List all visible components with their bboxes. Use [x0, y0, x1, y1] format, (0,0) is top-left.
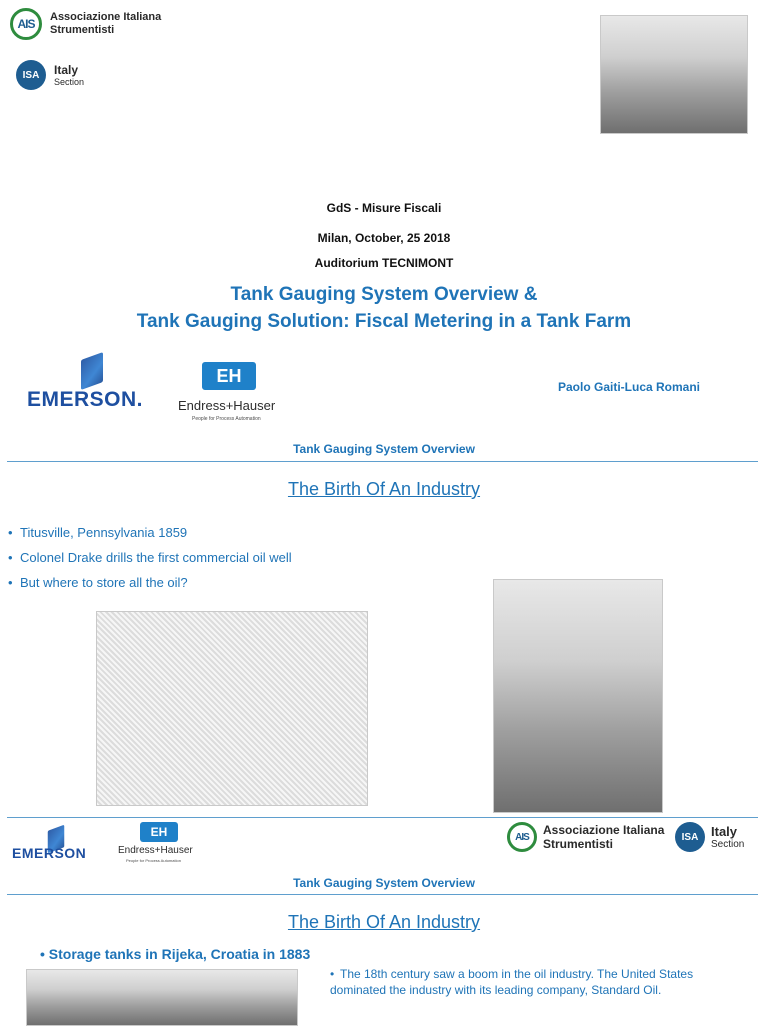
endress-hauser-logo-small: [118, 822, 208, 862]
eh-wordmark: Endress+Hauser: [178, 398, 276, 413]
deck-title-line-1: Tank Gauging System Overview &: [230, 284, 538, 305]
isa-line-2: Section: [54, 77, 85, 87]
ais-brand-footer: [507, 822, 664, 852]
deck-title-line-2: Tank Gauging Solution: Fiscal Metering in a Tank Farm: [136, 311, 632, 332]
slide2-left-bullet: [40, 946, 310, 962]
slide1-bullets: [8, 520, 388, 595]
emerson-logo-small: [12, 824, 102, 864]
ais-logo: [10, 8, 42, 40]
isa-brand: [16, 60, 84, 90]
ais-footer-line-2: Strumentisti: [543, 837, 614, 851]
isa-line-1: Italy: [54, 63, 79, 77]
ais-logo-footer: [507, 822, 537, 852]
isa-logo-text-footer: ISA: [681, 831, 699, 843]
eh-mark-text-small: EH: [150, 825, 168, 839]
rijeka-tanks-photo: [26, 969, 298, 1026]
endress-hauser-logo-large: [178, 362, 288, 422]
speaker-names: Paolo Gaiti-Luca Romani: [558, 380, 701, 394]
eh-mark-icon-small: [140, 822, 178, 842]
slide1-bullet-text: Titusville, Pennsylvania 1859: [20, 525, 188, 540]
slide1-bullet-text: But where to store all the oil?: [20, 575, 188, 590]
event-line-2: Milan, October, 25 2018: [317, 231, 451, 245]
isa-logo-text: ISA: [22, 69, 40, 81]
emerson-wordmark: EMERSON.: [27, 388, 144, 411]
ais-line-1: Associazione Italiana: [50, 11, 162, 23]
slide2-title: The Birth Of An Industry: [287, 912, 481, 932]
slide1-bullet-item: [8, 545, 388, 570]
ais-logo-text-footer: AIS: [515, 831, 529, 843]
isa-footer-line-1: Italy: [711, 824, 738, 839]
emerson-logo-large: [27, 352, 162, 424]
ais-name: [50, 11, 161, 37]
ais-name-footer: [543, 823, 664, 851]
slide2-kicker: Tank Gauging System Overview: [293, 876, 475, 890]
slide1-kicker: Tank Gauging System Overview: [293, 442, 475, 456]
ais-brand: [10, 8, 161, 40]
historic-street-photo: [600, 15, 748, 134]
slide1-divider: [7, 461, 758, 462]
drake-well-sketch: [96, 611, 368, 806]
emerson-mark-icon: [81, 352, 103, 390]
eh-mark-icon: [202, 362, 256, 390]
event-line-1: GdS - Misure Fiscali: [326, 201, 442, 215]
isa-name-footer: [711, 824, 744, 850]
slide2-right-paragraph: • The 18th century saw a boom in the oil industry. The United States dominated the industry with its leading company, Standard Oil.: [330, 966, 740, 998]
isa-brand-footer: [675, 822, 744, 852]
eh-tagline: People for Process Automation: [192, 416, 261, 422]
slide1-title: The Birth Of An Industry: [287, 479, 481, 499]
drake-well-photo: [493, 579, 663, 813]
slide1-bullet-item: [8, 520, 388, 545]
eh-wordmark-small: Endress+Hauser: [118, 845, 193, 856]
isa-logo-footer: [675, 822, 705, 852]
slide1-bullet-item: [8, 570, 388, 595]
isa-name: [54, 63, 84, 87]
footer-divider-top: [7, 817, 758, 818]
slide1-bullet-text: Colonel Drake drills the first commercial oil well: [20, 550, 292, 565]
emerson-wordmark-small: EMERSON: [12, 845, 87, 861]
slide2-divider: [7, 894, 758, 895]
isa-footer-line-2: Section: [711, 839, 745, 850]
eh-tagline-small: People for Process Automation: [126, 858, 181, 863]
slide2-left-bullet-text: Storage tanks in Rijeka, Croatia in 1883: [48, 946, 311, 962]
ais-line-2: Strumentisti: [50, 24, 115, 36]
ais-logo-text: AIS: [17, 17, 35, 31]
event-line-3: Auditorium TECNIMONT: [314, 256, 454, 270]
eh-mark-text: EH: [216, 365, 242, 386]
slide2-left-bullet-dot: •: [40, 946, 49, 962]
ais-footer-line-1: Associazione Italiana: [543, 823, 665, 837]
isa-logo: [16, 60, 46, 90]
